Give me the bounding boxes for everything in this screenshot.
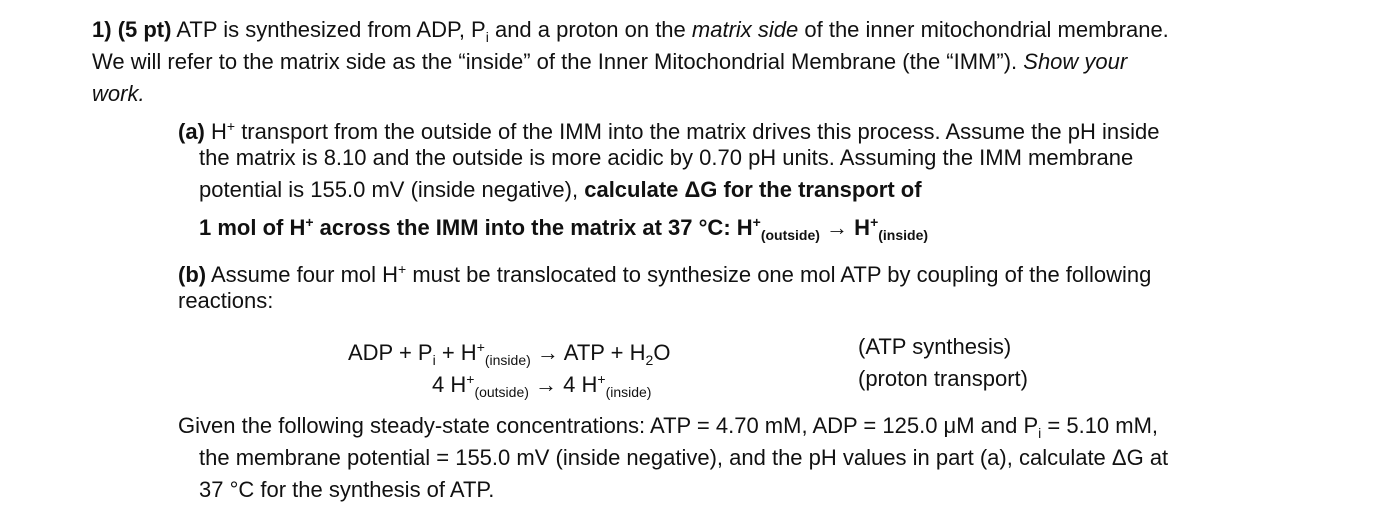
equation-proton-transport-label: (proton transport) xyxy=(858,366,1028,391)
question-number: 1) xyxy=(92,17,112,42)
given-sub: i xyxy=(1038,425,1042,441)
intro-line-2-text: We will refer to the matrix side as the “inside” of the Inner Mitochondrial Membrane (the “IMM”). xyxy=(92,49,1024,74)
eq1-text-b: + H xyxy=(435,340,477,365)
part-a-l4-sub2: (inside) xyxy=(878,227,929,243)
question-intro-line-1 xyxy=(92,16,1169,51)
part-b-line-1 xyxy=(178,255,1151,289)
eq1-sub: (inside) xyxy=(484,352,531,368)
eq1-text-d: O xyxy=(653,340,671,365)
eq1-sup: + xyxy=(476,339,485,355)
part-a-line-4 xyxy=(199,208,928,249)
equation-atp-synthesis-label: (ATP synthesis) xyxy=(858,334,1012,359)
part-a-sup: + xyxy=(226,118,236,134)
show-your-work: Show your xyxy=(1023,49,1128,74)
part-b-line-2: reactions: xyxy=(178,288,274,313)
question-intro-line-2 xyxy=(92,48,1127,76)
part-b-text-b: must be translocated to synthesize one mol ATP by coupling of the following xyxy=(406,262,1152,287)
question-intro-line-3: work. xyxy=(92,81,145,106)
equation-proton-transport xyxy=(432,365,651,406)
eq2-text: 4 H xyxy=(432,372,467,397)
part-a-l4-sub: (outside) xyxy=(760,227,820,243)
part-a-l4-sup3: + xyxy=(870,214,879,230)
part-a-text: H xyxy=(204,119,227,144)
given-text-b: = 5.10 mM, xyxy=(1041,413,1159,438)
eq1-sub-i: i xyxy=(432,352,436,368)
eq2-sub2: (inside) xyxy=(605,384,652,400)
part-a-text-b: transport from the outside of the IMM into the matrix drives this process. Assume the pH inside xyxy=(235,119,1160,144)
given-line-3: 37 °C for the synthesis of ATP. xyxy=(199,477,495,502)
intro-italic: matrix side xyxy=(691,17,799,42)
given-line-1 xyxy=(178,412,1158,447)
eq2-text-b: → 4 H xyxy=(528,372,598,397)
part-a-label: (a) xyxy=(178,119,205,144)
question-points: (5 pt) xyxy=(117,17,172,42)
eq2-sub: (outside) xyxy=(474,384,529,400)
part-a-line-1 xyxy=(178,112,1159,146)
part-b-text: Assume four mol H xyxy=(206,262,399,287)
intro-text: ATP is synthesized from ADP, P xyxy=(176,17,486,42)
part-a-l4-sup2: + xyxy=(752,214,761,230)
eq1-text-c: → ATP + H xyxy=(530,340,646,365)
part-a-line-2: the matrix is 8.10 and the outside is more acidic by 0.70 pH units. Assuming the IMM membrane xyxy=(199,145,1134,170)
intro-text-b: and a proton on the xyxy=(488,17,692,42)
intro-text-d: of the inner mitochondrial membrane. xyxy=(798,17,1169,42)
given-line-2: the membrane potential = 155.0 mV (inside negative), and the pH values in part (a), calculate ΔG at xyxy=(199,445,1169,470)
eq2-sup2: + xyxy=(597,371,606,387)
part-a-l4-text-b: across the IMM into the matrix at 37 °C: H xyxy=(313,215,753,240)
eq1-text: ADP + P xyxy=(348,340,433,365)
given-text: Given the following steady-state concentrations: ATP = 4.70 mM, ADP = 125.0 μM and P xyxy=(178,413,1039,438)
eq1-sub2: 2 xyxy=(645,352,654,368)
part-a-l4-text: 1 mol of H xyxy=(199,215,306,240)
part-a-l3-text: potential is 155.0 mV (inside negative), xyxy=(199,177,585,202)
part-b-sup: + xyxy=(398,261,407,277)
part-b-label: (b) xyxy=(178,262,207,287)
part-a-l4-sup: + xyxy=(305,214,314,230)
intro-sub: i xyxy=(485,29,489,45)
part-a-task: calculate ΔG for the transport of xyxy=(584,177,922,202)
part-a-l4-arrow: → H xyxy=(819,215,871,240)
part-a-line-3 xyxy=(199,176,922,204)
eq2-sup: + xyxy=(466,371,475,387)
